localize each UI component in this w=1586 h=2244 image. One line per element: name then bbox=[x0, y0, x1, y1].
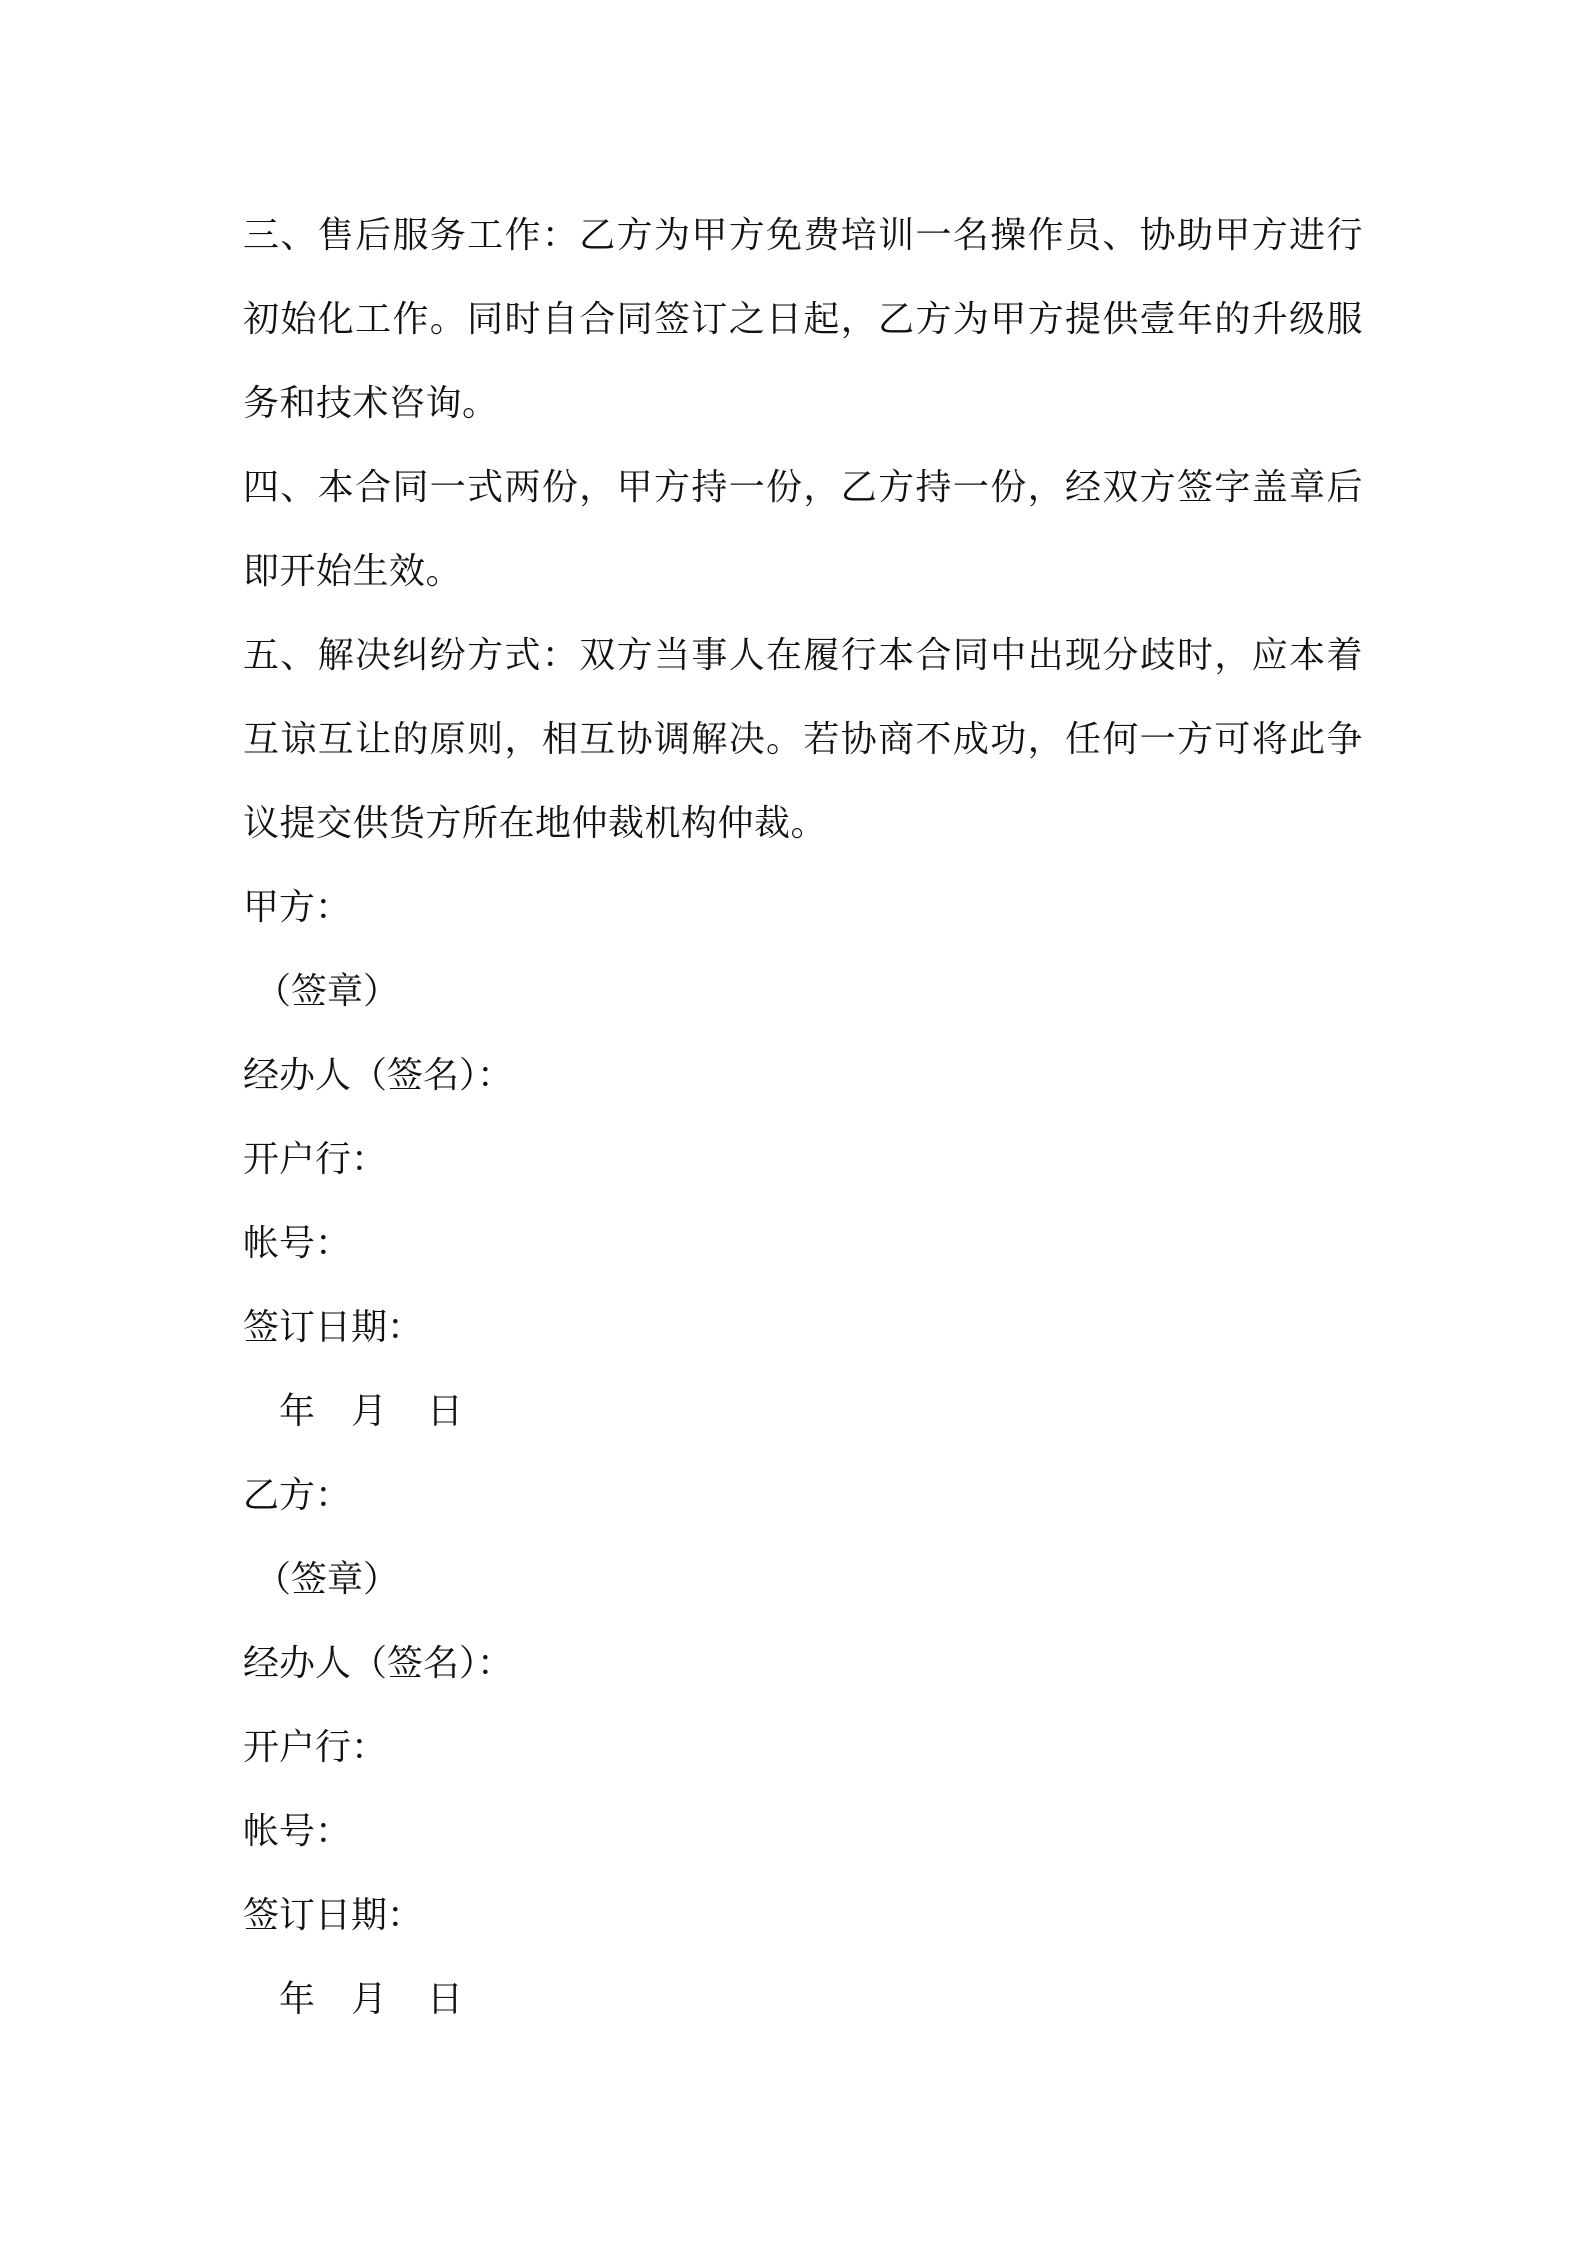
party-b-day: 日 bbox=[427, 1979, 464, 2020]
party-a-day: 日 bbox=[427, 1391, 464, 1432]
party-b-month: 月 bbox=[351, 1979, 388, 2020]
party-b-year: 年 bbox=[279, 1979, 316, 2020]
party-b-agent: 经办人（签名）： bbox=[243, 1643, 514, 1684]
party-b-label: 乙方： bbox=[243, 1475, 352, 1516]
party-b-date-label: 签订日期： bbox=[243, 1895, 424, 1936]
contract-page bbox=[243, 194, 1363, 2042]
party-a-year: 年 bbox=[279, 1391, 316, 1432]
clause-copies-and-effect: 四、本合同一式两份，甲方持一份，乙方持一份，经双方签字盖章后即开始生效。 bbox=[243, 467, 1363, 592]
party-a-date bbox=[243, 1370, 1363, 1454]
party-b-bank: 开户行： bbox=[243, 1727, 388, 1768]
clause-after-sales-service: 三、售后服务工作：乙方为甲方免费培训一名操作员、协助甲方进行初始化工作。同时自合同签订之日起，乙方为甲方提供壹年的升级服务和技术咨询。 bbox=[243, 215, 1363, 424]
party-a-agent: 经办人（签名）： bbox=[243, 1055, 514, 1096]
party-a-signature-block bbox=[243, 866, 1363, 1454]
party-b-signature-block bbox=[243, 1454, 1363, 2042]
party-a-month: 月 bbox=[351, 1391, 388, 1432]
clause-dispute-resolution: 五、解决纠纷方式：双方当事人在履行本合同中出现分歧时，应本着互谅互让的原则，相互协调解决。若协商不成功，任何一方可将此争议提交供货方所在地仲裁机构仲裁。 bbox=[243, 635, 1363, 844]
party-a-stamp: （签章） bbox=[255, 971, 400, 1012]
party-a-label: 甲方： bbox=[243, 887, 352, 928]
party-b-stamp: （签章） bbox=[255, 1559, 400, 1600]
party-a-account: 帐号： bbox=[243, 1223, 352, 1264]
party-b-account: 帐号： bbox=[243, 1811, 352, 1852]
party-a-bank: 开户行： bbox=[243, 1139, 388, 1180]
party-b-date bbox=[243, 1958, 1363, 2042]
party-a-date-label: 签订日期： bbox=[243, 1307, 424, 1348]
